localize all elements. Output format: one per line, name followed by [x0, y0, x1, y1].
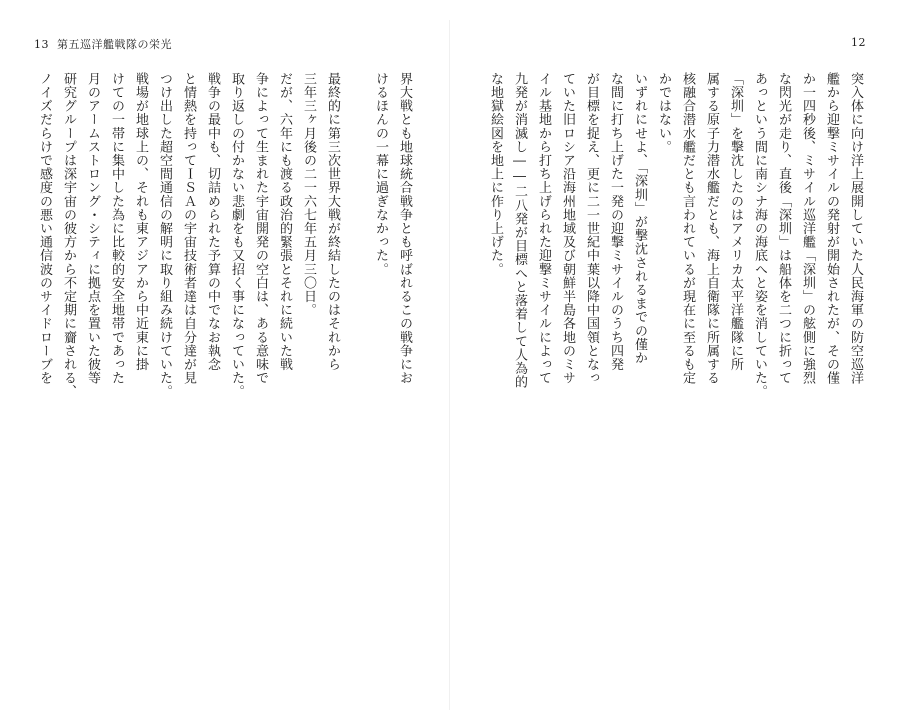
- text-line: だが、六年にも渡る政治的緊張とそれに続いた戦: [277, 72, 292, 372]
- text-line: 九発が消滅し――二八発が目標へと落着して人為的: [512, 72, 527, 389]
- text-line: 取り返しの付かない悲劇をも又招く事になっていた。: [229, 72, 244, 399]
- text-line: と情熱を持ってＩＳＡの宇宙技術者達は自分達が見: [181, 72, 196, 385]
- running-head: [851, 36, 866, 49]
- page-number: 12: [851, 36, 866, 49]
- running-title: 第五巡洋艦戦隊の栄光: [57, 38, 172, 51]
- text-line: 争によって生まれた宇宙開発の空白は、ある意味で: [253, 72, 268, 385]
- text-line: 属する原子力潜水艦だとも、海上自衛隊に所属する: [704, 72, 719, 385]
- text-line: 月のアームストロング・シティに拠点を置いた彼等: [85, 72, 100, 385]
- text-line: 最終的に第三次世界大戦が終結したのはそれから: [325, 72, 340, 372]
- text-line: 戦場が地球上の、それも東アジアから中近東に掛: [133, 72, 148, 372]
- text-line: [482, 72, 483, 672]
- vertical-text-block: [36, 72, 416, 672]
- text-line: イル基地から打ち上げられた迎撃ミサイルによって: [536, 72, 551, 385]
- text-line: 艦から迎撃ミサイルの発射が開始されたが、その僅: [824, 72, 839, 385]
- text-line: ていた旧ロシア沿海州地域及び朝鮮半島各地のミサ: [560, 72, 575, 385]
- text-line: 三年三ヶ月後の二一六七年五月三〇日。: [301, 72, 316, 317]
- text-line: な地獄絵図を地上に作り上げた。: [488, 72, 503, 276]
- text-line: あっという間に南シナ海の海底へと姿を消していた。: [752, 72, 767, 399]
- text-line: な間に打ち上げた一発の迎撃ミサイルのうち四発: [608, 72, 623, 372]
- running-head: [34, 36, 172, 52]
- text-line: かではない。: [656, 72, 671, 154]
- page-number: 13: [34, 38, 49, 51]
- right-page: [450, 0, 900, 726]
- text-line: 戦争の最中も、切詰められた予算の中でなお執念: [205, 72, 220, 372]
- text-line: 突入体に向け洋上展開していた人民海軍の防空巡洋: [848, 72, 863, 385]
- text-line: が目標を捉え、更に二一世紀中葉以降中国領となっ: [584, 72, 599, 385]
- blank-line: [344, 72, 368, 672]
- text-line: 研究グループは深宇宙の彼方から不定期に齎される、: [61, 72, 76, 399]
- text-line: ノイズだらけで感度の悪い通信波のサイドローブを: [37, 72, 52, 385]
- vertical-text-block: [482, 72, 867, 672]
- text-line: 核融合潜水艦だとも言われているが現在に至るも定: [680, 72, 695, 385]
- text-line: 界大戦とも地球統合戦争とも呼ばれるこの戦争にお: [397, 72, 412, 385]
- text-line: けての一帯に集中した為に比較的安全地帯であった: [109, 72, 124, 385]
- text-line: 「深圳」を撃沈したのはアメリカ太平洋艦隊に所: [728, 72, 743, 372]
- text-line: つけ出した超空間通信の解明に取り組み続けていた。: [157, 72, 172, 399]
- text-line: けるほんの一幕に過ぎなかった。: [373, 72, 388, 276]
- text-line: か一四秒後、ミサイル巡洋艦「深圳」の舷側に強烈: [800, 72, 815, 385]
- text-line: な閃光が走り、直後「深圳」は船体を二つに折って: [776, 72, 791, 385]
- text-line: いずれにせよ、「深圳」が撃沈されるまでの僅か: [632, 72, 647, 365]
